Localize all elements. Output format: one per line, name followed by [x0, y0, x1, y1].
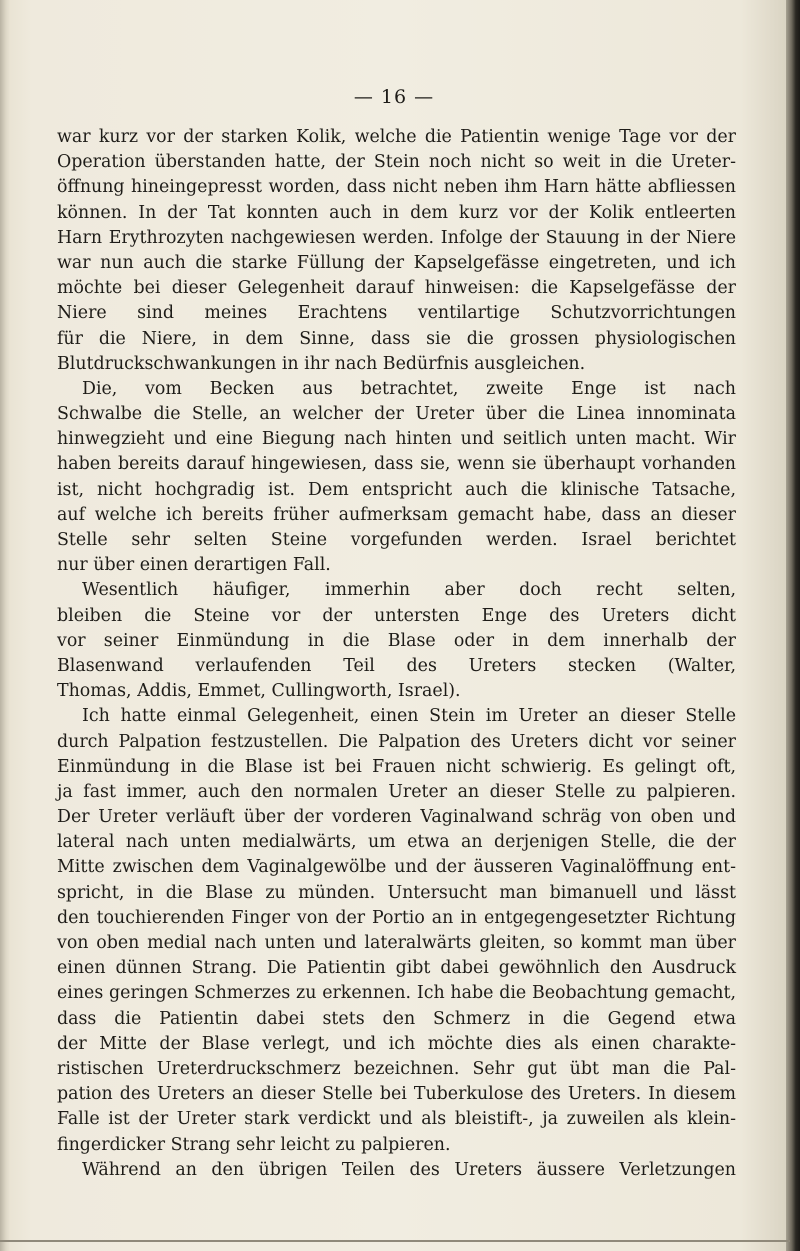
text-line: Der Ureter verläuft über der vorderen Vaginalwand schräg von oben und [57, 807, 736, 828]
page-number: — 16 — [353, 86, 435, 108]
text-line: öffnung hineingepresst worden, dass nicht neben ihm Harn hätte abfliessen [57, 177, 736, 198]
text-line: von oben medial nach unten und lateralwärts gleiten, so kommt man über [57, 933, 736, 953]
text-line: bleiben die Steine vor der untersten Enge des Ureters dicht [57, 605, 736, 626]
text-line: ristischen Ureterdruckschmerz bezeichnen. Sehr gut übt man die Pal- [57, 1058, 736, 1079]
page-left-edge-shadow [0, 0, 10, 1251]
text-line: Niere sind meines Erachtens ventilartige Schutzvorrichtungen [57, 303, 736, 324]
text-line: pation des Ureters an dieser Stelle bei Tuberkulose des Ureters. In diesem [57, 1084, 736, 1105]
text-line: Ich hatte einmal Gelegenheit, einen Stein im Ureter an dieser Stelle [82, 706, 736, 727]
text-line: spricht, in die Blase zu münden. Untersucht man bimanuell und lässt [57, 882, 736, 903]
text-line: dass die Patientin dabei stets den Schmerz in die Gegend etwa [57, 1008, 736, 1029]
text-line: fingerdicker Strang sehr leicht zu palpieren. [57, 1134, 451, 1155]
text-line: Blasenwand verlaufenden Teil des Ureters stecken (Walter, [57, 655, 736, 676]
text-line: Falle ist der Ureter stark verdickt und als bleistift-, ja zuweilen als klein- [57, 1109, 736, 1130]
text-line: Schwalbe die Stelle, an welcher der Ureter über die Linea innominata [57, 404, 736, 425]
text-line: eines geringen Schmerzes zu erkennen. Ich habe die Beobachtung gemacht, [57, 983, 736, 1004]
text-line: Wesentlich häufiger, immerhin aber doch recht selten, [82, 580, 736, 601]
text-line: können. In der Tat konnten auch in dem kurz vor der Kolik entleerten [57, 202, 736, 223]
text-line: war kurz vor der starken Kolik, welche die Patientin wenige Tage vor der [57, 127, 736, 147]
text-line: lateral nach unten medialwärts, um etwa an derjenigen Stelle, die der [57, 832, 736, 853]
page-right-edge-shadow [786, 0, 800, 1251]
text-line: nur über einen derartigen Fall. [57, 555, 331, 576]
text-line: Operation überstanden hatte, der Stein noch nicht so weit in die Ureter- [57, 152, 736, 173]
text-line: Stelle sehr selten Steine vorgefunden werden. Israel berichtet [57, 530, 736, 550]
text-line: Mitte zwischen dem Vaginalgewölbe und der äusseren Vaginalöffnung ent- [57, 857, 736, 878]
text-line: war nun auch die starke Füllung der Kapselgefässe eingetreten, und ich [57, 252, 736, 273]
text-line: vor seiner Einmündung in die Blase oder in dem innerhalb der [57, 630, 736, 651]
text-line: ja fast immer, auch den normalen Ureter an dieser Stelle zu palpieren. [57, 781, 736, 802]
text-line: möchte bei dieser Gelegenheit darauf hinweisen: die Kapselgefässe der [57, 278, 736, 299]
text-line: den touchierenden Finger von der Portio an in entgegengesetzter Richtung [57, 907, 736, 928]
text-line: auf welche ich bereits früher aufmerksam gemacht habe, dass an dieser [57, 504, 736, 525]
text-line: hinwegzieht und eine Biegung nach hinten und seitlich unten macht. Wir [57, 429, 736, 450]
page-bottom-edge [0, 1240, 790, 1242]
text-line: Blutdruckschwankungen in ihr nach Bedürfnis ausgleichen. [57, 353, 586, 374]
text-line: Harn Erythrozyten nachgewiesen werden. Infolge der Stauung in der Niere [57, 227, 736, 248]
text-line: ist, nicht hochgradig ist. Dem entspricht auch die klinische Tatsache, [57, 479, 736, 500]
text-line: Thomas, Addis, Emmet, Cullingworth, Israel). [57, 681, 461, 702]
text-line: Einmündung in die Blase ist bei Frauen nicht schwierig. Es gelingt oft, [57, 756, 736, 777]
text-line: Während an den übrigen Teilen des Ureters äussere Verletzungen [82, 1159, 736, 1180]
text-line: für die Niere, in dem Sinne, dass sie die grossen physiologischen [57, 328, 736, 349]
text-line: durch Palpation festzustellen. Die Palpation des Ureters dicht vor seiner [57, 731, 736, 752]
text-line: einen dünnen Strang. Die Patientin gibt dabei gewöhnlich den Ausdruck [57, 958, 736, 979]
text-line: Die, vom Becken aus betrachtet, zweite Enge ist nach [82, 378, 736, 399]
text-line: der Mitte der Blase verlegt, und ich möchte dies als einen charakte- [57, 1033, 736, 1054]
body-text [57, 125, 736, 1183]
text-line: haben bereits darauf hingewiesen, dass sie, wenn sie überhaupt vorhanden [57, 454, 736, 475]
